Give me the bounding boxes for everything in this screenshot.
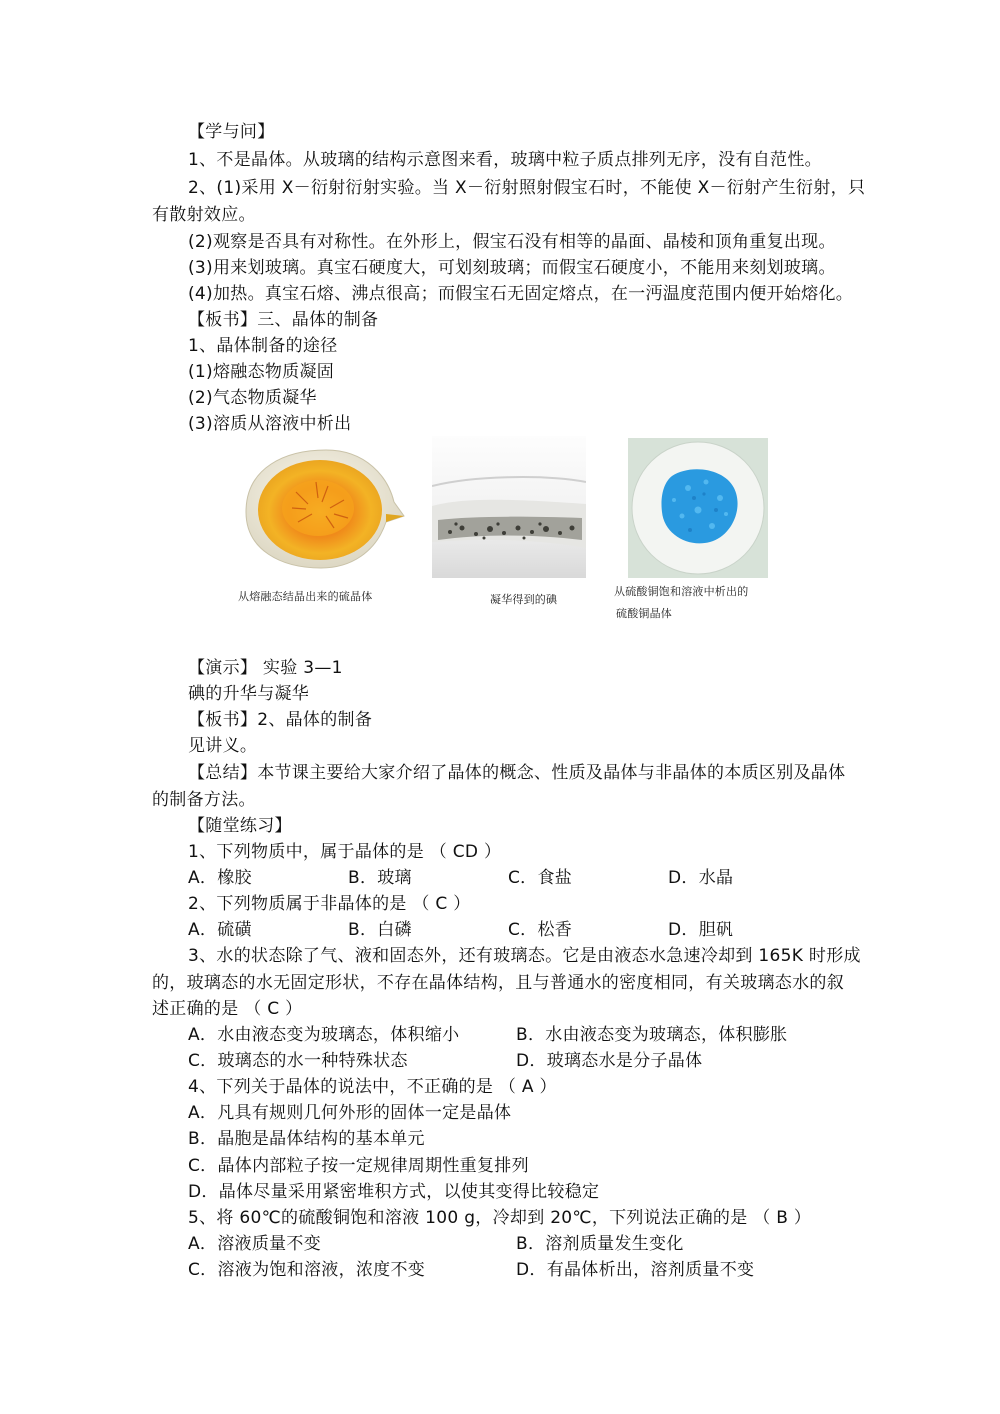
q4-option-a: A．凡具有规则几何外形的固体一定是晶体: [188, 1103, 512, 1123]
q2-option-a: A．硫磺: [188, 920, 252, 940]
answer-2-2: (2)观察是否具有对称性。在外形上，假宝石没有相等的晶面、晶棱和顶角重复出现。: [188, 232, 836, 252]
q4-option-b: B．晶胞是晶体结构的基本单元: [188, 1129, 425, 1149]
q3-option-d: D．玻璃态水是分子晶体: [516, 1051, 703, 1071]
q5-option-c: C．溶液为饱和溶液，浓度不变: [188, 1260, 426, 1280]
answer-2-4: (4)加热。真宝石熔、沸点很高；而假宝石无固定熔点，在一沔温度范围内便开始熔化。: [188, 284, 854, 304]
copper-caption-line-1: 从硫酸铜饱和溶液中析出的: [614, 585, 749, 598]
q3-option-b: B．水由液态变为玻璃态，体积膨胀: [516, 1025, 788, 1045]
summary-line-2: 的制备方法。: [152, 790, 256, 810]
q3-option-c: C．玻璃态的水一种特殊状态: [188, 1051, 408, 1071]
q1-option-b: B．玻璃: [348, 868, 412, 888]
answer-2-line-2: 有散射效应。: [152, 205, 256, 225]
q5-option-d: D．有晶体析出，溶剂质量不变: [516, 1260, 755, 1280]
question-3-line-2: 的，玻璃态的水无固定形状，不存在晶体结构，且与普通水的密度相同，有关玻璃态水的叙: [152, 973, 844, 993]
method-item-1: (1)熔融态物质凝固: [188, 362, 335, 382]
iodine-caption: 凝华得到的碘: [490, 593, 558, 606]
demo-body: 碘的升华与凝华: [188, 684, 310, 704]
q1-option-c: C．食盐: [508, 868, 573, 888]
board-body-2: 见讲义。: [188, 736, 258, 756]
board-heading-1: 【板书】三、晶体的制备: [188, 310, 379, 330]
question-5-stem: 5、将 60℃的硫酸铜饱和溶液 100 g，冷却到 20℃，下列说法正确的是 （ B ）: [188, 1208, 812, 1228]
question-3-line-1: 3、水的状态除了气、液和固态外，还有玻璃态。它是由液态水急速冷却到 165K 时形成: [188, 946, 861, 966]
copper-caption-line-2: 硫酸铜晶体: [616, 607, 672, 620]
q5-option-b: B．溶剂质量发生变化: [516, 1234, 684, 1254]
summary-line-1: 【总结】本节课主要给大家介绍了晶体的概念、性质及晶体与非晶体的本质区别及晶体: [188, 763, 846, 783]
q4-option-c: C．晶体内部粒子按一定规律周期性重复排列: [188, 1156, 529, 1176]
method-item-2: (2)气态物质凝华: [188, 388, 317, 408]
question-4-stem: 4、下列关于晶体的说法中，不正确的是 （ A ）: [188, 1077, 557, 1097]
question-2-stem: 2、下列物质属于非晶体的是 （ C ）: [188, 894, 471, 914]
xueyuwen-heading: 【学与问】: [188, 122, 275, 142]
board-sub-1: 1、晶体制备的途径: [188, 336, 338, 356]
question-3-line-3: 述正确的是 （ C ）: [152, 999, 303, 1019]
q1-option-d: D．水晶: [668, 868, 734, 888]
method-item-3: (3)溶质从溶液中析出: [188, 414, 352, 434]
answer-2-3: (3)用来划玻璃。真宝石硬度大，可划刻玻璃；而假宝石硬度小，不能用来刻划玻璃。: [188, 258, 836, 278]
q2-option-d: D．胆矾: [668, 920, 734, 940]
copper-sulfate-crystal-image: [628, 438, 768, 578]
board-heading-2: 【板书】2、晶体的制备: [188, 710, 373, 730]
iodine-crystal-image: [432, 436, 586, 578]
practice-heading: 【随堂练习】: [188, 816, 292, 836]
answer-2-line-1: 2、(1)采用 X－衍射衍射实验。当 X－衍射照射假宝石时，不能使 X－衍射产生衍射，只: [188, 178, 866, 198]
q2-option-b: B．白磷: [348, 920, 412, 940]
q4-option-d: D．晶体尽量采用紧密堆积方式，以使其变得比较稳定: [188, 1182, 600, 1202]
sulfur-caption: 从熔融态结晶出来的硫晶体: [238, 590, 373, 603]
question-1-stem: 1、下列物质中，属于晶体的是 （ CD ）: [188, 842, 502, 862]
sulfur-crystal-image: [236, 442, 406, 574]
q2-option-c: C．松香: [508, 920, 573, 940]
q5-option-a: A．溶液质量不变: [188, 1234, 322, 1254]
q3-option-a: A．水由液态变为玻璃态，体积缩小: [188, 1025, 460, 1045]
demo-heading: 【演示】 实验 3—1: [188, 658, 343, 678]
answer-1: 1、不是晶体。从玻璃的结构示意图来看，玻璃中粒子质点排列无序，没有自范性。: [188, 150, 822, 170]
q1-option-a: A．橡胶: [188, 868, 252, 888]
